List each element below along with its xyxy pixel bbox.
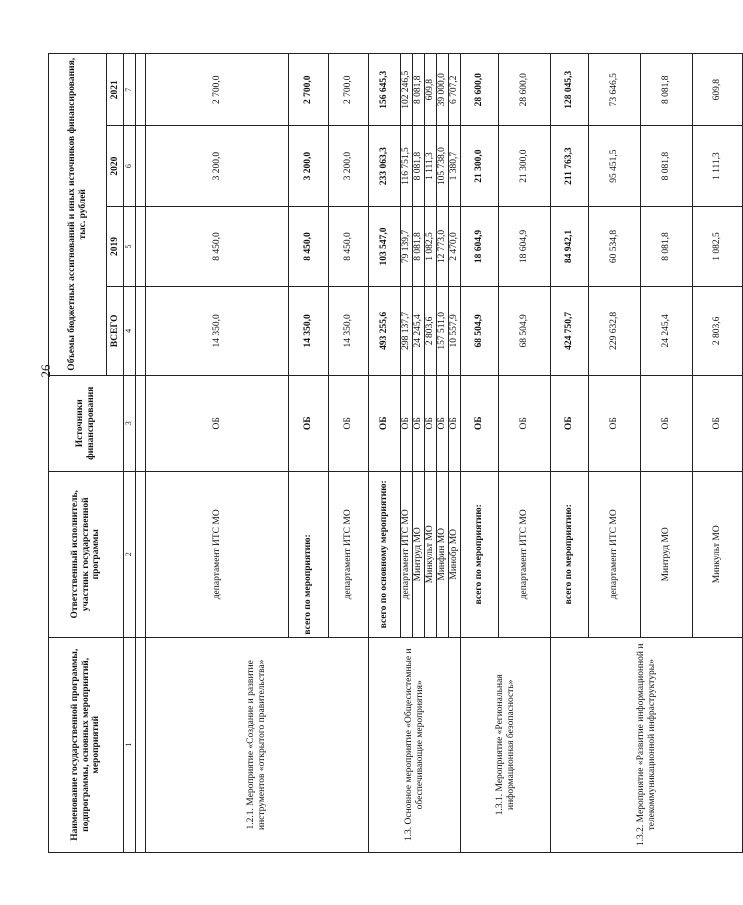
total: 14 350,0	[329, 287, 369, 375]
header-volumes: Объемы бюджетных ассигнований и иных источников финансирования, тыс. рублей	[49, 54, 107, 376]
total: 68 504,9	[461, 287, 499, 375]
source: ОБ	[369, 375, 401, 471]
y2020: 1 380,7	[449, 126, 461, 206]
y2021: 8 081,8	[641, 54, 693, 126]
header-name: Наименование государственной программы, подпрограммы, основных мероприятий, мероприятий	[49, 637, 124, 852]
y2021: 28 600,0	[499, 54, 551, 126]
y2020: 3 200,0	[146, 126, 289, 206]
y2019: 60 534,8	[589, 206, 641, 286]
table-row	[146, 54, 289, 853]
source: ОБ	[449, 375, 461, 471]
activity-name: 1.3.1. Мероприятие «Региональная информационная безопасность»	[461, 637, 551, 852]
rotated-table-wrapper	[48, 53, 723, 853]
y2019: 8 081,8	[413, 206, 425, 286]
y2019: 12 773,0	[437, 206, 449, 286]
total: 24 245,4	[641, 287, 693, 375]
y2020: 95 451,5	[589, 126, 641, 206]
header-total: ВСЕГО	[107, 287, 124, 375]
executor: Минкульт МО	[425, 472, 437, 638]
table-row	[551, 54, 589, 853]
empty-cell	[136, 54, 146, 126]
source: ОБ	[289, 375, 329, 471]
table-row	[136, 54, 146, 853]
source: ОБ	[693, 375, 743, 471]
executor: департамент ИТС МО	[146, 472, 289, 638]
header-source: Источники финансирования	[49, 375, 124, 471]
y2021: 2 700,0	[146, 54, 289, 126]
column-numbers-row	[124, 54, 136, 853]
y2020: 3 200,0	[289, 126, 329, 206]
executor: департамент ИТС МО	[499, 472, 551, 638]
y2020: 8 081,8	[641, 126, 693, 206]
y2021: 609,8	[693, 54, 743, 126]
col-number: 5	[124, 206, 136, 286]
y2021: 128 045,3	[551, 54, 589, 126]
y2019: 8 081,8	[641, 206, 693, 286]
executor: всего по основному мероприятию:	[369, 472, 401, 638]
header-2019: 2019	[107, 206, 124, 286]
col-number: 7	[124, 54, 136, 126]
activity-name: 1.2.1. Мероприятие «Создание и развитие инструментов «открытого правительства»	[146, 637, 369, 852]
total: 493 255,6	[369, 287, 401, 375]
y2020: 116 751,5	[401, 126, 413, 206]
executor: всего по мероприятию:	[289, 472, 329, 638]
source: ОБ	[551, 375, 589, 471]
executor: департамент ИТС МО	[329, 472, 369, 638]
total: 424 750,7	[551, 287, 589, 375]
y2020: 233 063,3	[369, 126, 401, 206]
y2020: 1 111,3	[425, 126, 437, 206]
total: 229 632,8	[589, 287, 641, 375]
total: 24 245,4	[413, 287, 425, 375]
y2020: 105 738,0	[437, 126, 449, 206]
y2019: 8 450,0	[329, 206, 369, 286]
total: 298 137,7	[401, 287, 413, 375]
y2019: 8 450,0	[289, 206, 329, 286]
y2021: 102 246,5	[401, 54, 413, 126]
budget-table	[48, 53, 743, 853]
total: 14 350,0	[289, 287, 329, 375]
y2019: 1 082,5	[693, 206, 743, 286]
col-number: 3	[124, 375, 136, 471]
y2021: 2 700,0	[329, 54, 369, 126]
y2021: 2 700,0	[289, 54, 329, 126]
header-2021: 2021	[107, 54, 124, 126]
activity-name: 1.3. Основное мероприятие «Общесистемные и обеспечивающие мероприятия»	[369, 637, 461, 852]
executor: всего по мероприятию:	[551, 472, 589, 638]
source: ОБ	[413, 375, 425, 471]
executor: департамент ИТС МО	[589, 472, 641, 638]
source: ОБ	[461, 375, 499, 471]
source: ОБ	[499, 375, 551, 471]
activity-name: 1.3.2. Мероприятие «Развитие информационной и телекоммуникационной инфраструктуры»	[551, 637, 743, 852]
table-row	[369, 54, 401, 853]
executor: Минобр МО	[449, 472, 461, 638]
y2020: 3 200,0	[329, 126, 369, 206]
executor: департамент ИТС МО	[401, 472, 413, 638]
y2020: 211 763,3	[551, 126, 589, 206]
page-number: 26	[38, 364, 53, 378]
empty-cell	[136, 472, 146, 638]
header-2020: 2020	[107, 126, 124, 206]
source: ОБ	[401, 375, 413, 471]
y2019: 79 139,7	[401, 206, 413, 286]
y2020: 1 111,3	[693, 126, 743, 206]
y2020: 8 081,8	[413, 126, 425, 206]
y2021: 8 081,8	[413, 54, 425, 126]
header-row-1	[49, 54, 107, 853]
source: ОБ	[146, 375, 289, 471]
col-number: 4	[124, 287, 136, 375]
table-row	[461, 54, 499, 853]
total: 157 511,0	[437, 287, 449, 375]
col-number: 6	[124, 126, 136, 206]
col-number: 2	[124, 472, 136, 638]
y2021: 28 600,0	[461, 54, 499, 126]
source: ОБ	[589, 375, 641, 471]
y2021: 6 707,2	[449, 54, 461, 126]
source: ОБ	[437, 375, 449, 471]
executor: Минкульт МО	[693, 472, 743, 638]
y2019: 1 082,5	[425, 206, 437, 286]
source: ОБ	[425, 375, 437, 471]
empty-cell	[136, 206, 146, 286]
empty-cell	[136, 126, 146, 206]
total: 10 557,9	[449, 287, 461, 375]
y2019: 2 470,0	[449, 206, 461, 286]
source: ОБ	[641, 375, 693, 471]
y2019: 18 604,9	[499, 206, 551, 286]
y2019: 84 942,1	[551, 206, 589, 286]
executor: Минтруд МО	[641, 472, 693, 638]
col-number: 1	[124, 637, 136, 852]
empty-cell	[136, 287, 146, 375]
y2021: 156 645,3	[369, 54, 401, 126]
y2021: 73 646,5	[589, 54, 641, 126]
y2020: 21 300,0	[461, 126, 499, 206]
source: ОБ	[329, 375, 369, 471]
total: 2 803,6	[425, 287, 437, 375]
total: 14 350,0	[146, 287, 289, 375]
y2021: 39 000,0	[437, 54, 449, 126]
y2019: 103 547,0	[369, 206, 401, 286]
executor: всего по мероприятию:	[461, 472, 499, 638]
total: 2 803,6	[693, 287, 743, 375]
y2021: 609,8	[425, 54, 437, 126]
header-executor: Ответственный исполнитель, участник государственной программы	[49, 472, 124, 638]
executor: Минтруд МО	[413, 472, 425, 638]
empty-cell	[136, 637, 146, 852]
executor: Минфин МО	[437, 472, 449, 638]
y2020: 21 300,0	[499, 126, 551, 206]
empty-cell	[136, 375, 146, 471]
total: 68 504,9	[499, 287, 551, 375]
y2019: 18 604,9	[461, 206, 499, 286]
y2019: 8 450,0	[146, 206, 289, 286]
